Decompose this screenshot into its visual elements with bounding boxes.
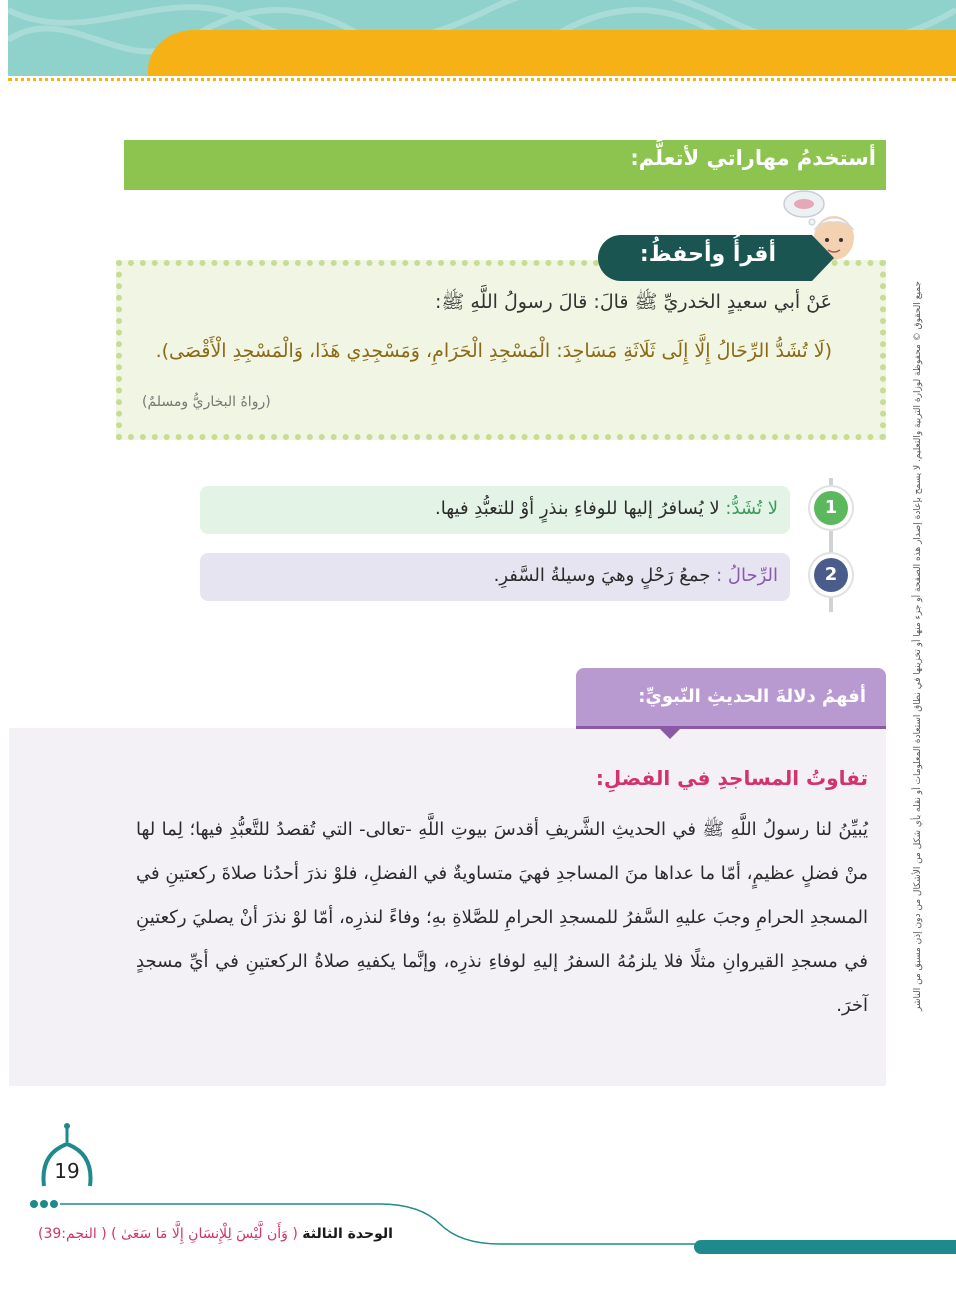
header-orange-band xyxy=(148,30,956,76)
copyright-text: جميع الحقوق © محفوظة لوزارة التربية والتعليم. لا يسمح بإعادة إصدار هذه الصفحة أو جزء منها أو تخزينها في نطاق استعادة المعلومات أو نقله بأي شكل من الأشكال من دون إذن مسبق من الناشر xyxy=(913,281,923,1011)
header-dotted-edge xyxy=(8,74,956,81)
vocab-meaning-1: لا يُسافرُ إليها للوفاءِ بنذرٍ أوْ للتعبُّدِ فيها. xyxy=(435,498,720,519)
copyright-note xyxy=(910,281,926,1011)
vocab-text-2 xyxy=(494,565,778,586)
read-memorize-tab-arrow xyxy=(812,235,834,281)
vocab-number-2: 2 xyxy=(814,558,848,592)
page-number: 19 xyxy=(54,1159,80,1183)
understand-subtitle: تفاوتُ المساجدِ في الفضلِ: xyxy=(595,766,868,790)
understand-underline xyxy=(576,726,886,729)
skills-title: أستخدمُ مهاراتي لأتعلَّم: xyxy=(630,146,876,170)
hadith-narrator: عَنْ أبي سعيدٍ الخدريِّ ﷺ قالَ: قالَ رسولُ اللَّهِ ﷺ: xyxy=(434,291,832,313)
hadith-source: (رواهُ البخاريُّ ومسلمٌ) xyxy=(142,394,271,410)
vocab-item-2 xyxy=(200,553,790,601)
hadith-text: (لَا تُشَدُّ الرِّحَالُ إِلَّا إِلَى ثَلَاثَةِ مَسَاجِدَ: الْمَسْجِدِ الْحَرَامِ، وَمَسْجِدِي هَذَا، وَالْمَسْجِدِ الْأَقْصَى). xyxy=(155,340,832,362)
vocab-meaning-2: جمعُ رَحْلٍ وهيَ وسيلةُ السَّفرِ. xyxy=(493,565,711,586)
unit-verse: ( وَأَن لَّيْسَ لِلْإِنسَانِ إِلَّا مَا سَعَىٰ ) ( النجم:39) xyxy=(38,1226,298,1242)
header-decoration xyxy=(8,0,956,76)
understand-notch xyxy=(660,729,680,739)
vocab-text-1 xyxy=(435,498,778,519)
vocab-number-1: 1 xyxy=(814,491,848,525)
understand-title: أفهمُ دلالةَ الحديثِ النّبويِّ: xyxy=(638,686,866,707)
footer-unit xyxy=(38,1226,393,1242)
vocab-term-2: الرِّحالُ : xyxy=(716,565,778,586)
vocab-item-1 xyxy=(200,486,790,534)
understand-paragraph: يُبيِّنُ لنا رسولُ اللَّهِ ﷺ في الحديثِ الشَّريفِ أقدسَ بيوتِ اللَّهِ -تعالى- التي تُقصدُ للتَّعبُّدِ فيها؛ لِما لها منْ فضلٍ عظيمٍ، أمّا ما عداها منَ المساجدِ فهيَ متساويةٌ في الفضلِ، فلوْ نذرَ أحدُنا صلاةَ ركعتينِ في المسجدِ الحرامِ وجبَ عليهِ السَّفرُ للمسجدِ الحرامِ للصَّلاةِ بهِ؛ وفاءً لنذرِه، أمّا لوْ نذرَ أنْ يصليَ ركعتينِ في مسجدِ القيروانِ مثلًا فلا يلزمُهُ السفرُ إليهِ لوفاءِ نذرِه، وإنَّما يكفيهِ صلاةُ الركعتينِ في أيِّ مسجدٍ آخرَ. xyxy=(136,819,868,1016)
vocab-term-1: لا تُشَدُّ: xyxy=(725,498,778,519)
footer-bar xyxy=(694,1240,956,1254)
unit-label: الوحدة الثالثة xyxy=(302,1226,393,1242)
read-memorize-title: أقرأُ وأحفظُ: xyxy=(639,242,776,267)
skills-banner xyxy=(124,140,886,190)
